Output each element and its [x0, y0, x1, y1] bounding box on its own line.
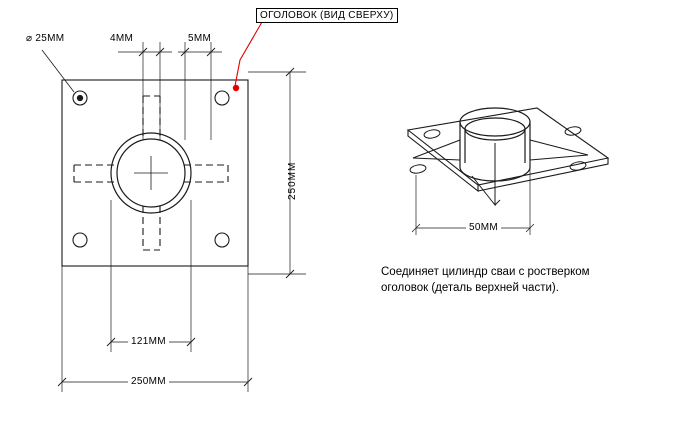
caption-line-2: оголовок (деталь верхней части). [381, 282, 559, 294]
top-view-plate [42, 42, 306, 392]
hole-diameter-label: ⌀ 25MM [26, 33, 65, 44]
dim-width-250mm-label: 250MM [128, 376, 169, 387]
dim-121mm-label: 121MM [128, 336, 169, 347]
dim-5mm-label: 5MM [188, 33, 212, 44]
callout-leader [235, 22, 262, 86]
dim-4mm-label: 4MM [110, 33, 134, 44]
dim-height-250mm-label: 250MM [287, 161, 298, 200]
isometric-view [408, 108, 608, 235]
caption-line-1: Соединяет цилиндр сваи с ростверком [381, 266, 590, 278]
dim-50mm-label: 50MM [466, 222, 501, 233]
title-callout-label: ОГОЛОВОК (ВИД СВЕРХУ) [256, 8, 398, 23]
callout-dot [233, 85, 239, 91]
